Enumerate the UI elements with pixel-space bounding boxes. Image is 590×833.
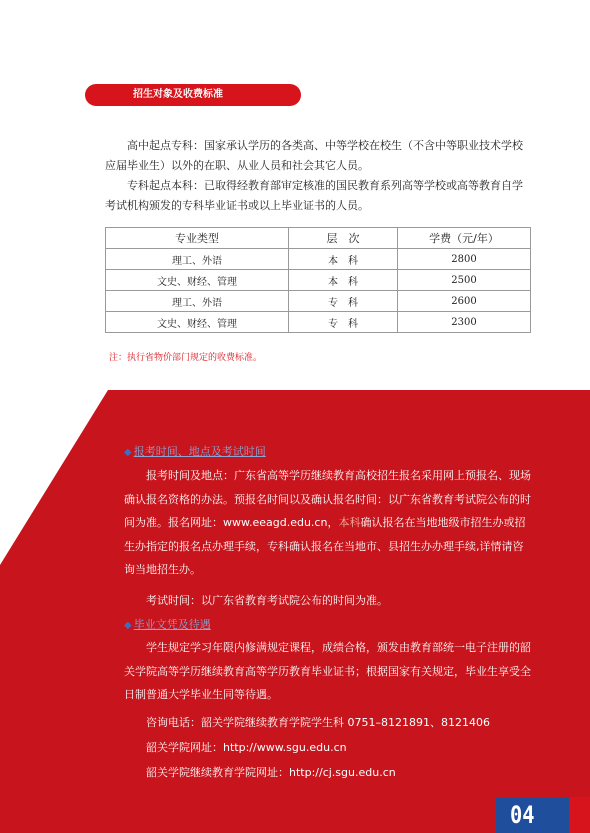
table-row [106,312,531,333]
tuition-cell: 2800 [398,249,531,270]
fee-table-header-row [106,228,531,249]
diamond-bullet-icon: ◆ [124,620,132,631]
fee-table [105,227,531,333]
table-row [106,270,531,291]
level-cell: 本 科 [289,270,398,291]
fee-note: 注：执行省物价部门规定的收费标准。 [109,353,263,363]
graduation-paragraph: 学生规定学习年限内修满规定课程，成绩合格，颁发由教育部统一电子注册的韶关学院高等学历继续教育高等学历教育毕业证书；根据国家有关规定，毕业生享受全日制普通大学毕业生同等待遇。 [124,641,531,702]
tuition-cell: 2500 [398,270,531,291]
major-type-cell: 理工、外语 [106,291,289,312]
continuing-education-website: 韶关学院继续教育学院网址：http://cj.sgu.edu.cn [146,766,396,779]
section-title-badge: 招生对象及收费标准 [85,84,301,106]
major-type-cell: 文史、财经、管理 [106,312,289,333]
level-cell: 专 科 [289,312,398,333]
university-website: 韶关学院网址：http://www.sgu.edu.cn [146,741,347,754]
intro-paragraph-2: 专科起点本科：已取得经教育部审定核准的国民教育系列高等学校或高等教育自学考试机构颁发的专科毕业证书或以上毕业证书的人员。 [105,179,523,212]
page-number-accent [569,797,590,833]
level-cell: 专 科 [289,291,398,312]
major-type-cell: 理工、外语 [106,249,289,270]
diamond-bullet-icon: ◆ [124,447,132,458]
table-row [106,291,531,312]
column-header-major-type: 专业类型 [106,228,289,249]
table-row [106,249,531,270]
tuition-cell: 2300 [398,312,531,333]
graduation-section-heading: ◆ 毕业文凭及待遇 [124,618,211,631]
major-type-cell: 文史、财经、管理 [106,270,289,291]
exam-paragraph: 报考时间及地点：广东省高等学历继续教育高校招生报名采用网上预报名、现场确认报名资格的办法。预报名时间以及确认报名时间：以广东省教育考试院公布的时间为准。报名网址：www.eeagd.edu.cn，本科确认报名在当地地级市招生办或招生办指定的报名点办理手续，专科确认报名在当地市、县招生办办理手续,详情请咨询当地招生办。 [124,469,531,577]
contact-phone: 咨询电话：韶关学院继续教育学院学生科 0751–8121891、8121406 [146,716,490,729]
tuition-cell: 2600 [398,291,531,312]
exam-section-heading: ◆ 报考时间、地点及考试时间 [124,445,266,458]
column-header-level: 层 次 [289,228,398,249]
highlight-text: 本科 [338,516,361,530]
column-header-tuition: 学费（元/年） [398,228,531,249]
page-number: 04 [510,801,535,829]
intro-paragraph-1: 高中起点专科：国家承认学历的各类高、中等学校在校生（不含中等职业技术学校应届毕业生）以外的在职、从业人员和社会其它人员。 [105,139,523,172]
exam-time-paragraph: 考试时间：以广东省教育考试院公布的时间为准。 [146,594,388,607]
level-cell: 本 科 [289,249,398,270]
